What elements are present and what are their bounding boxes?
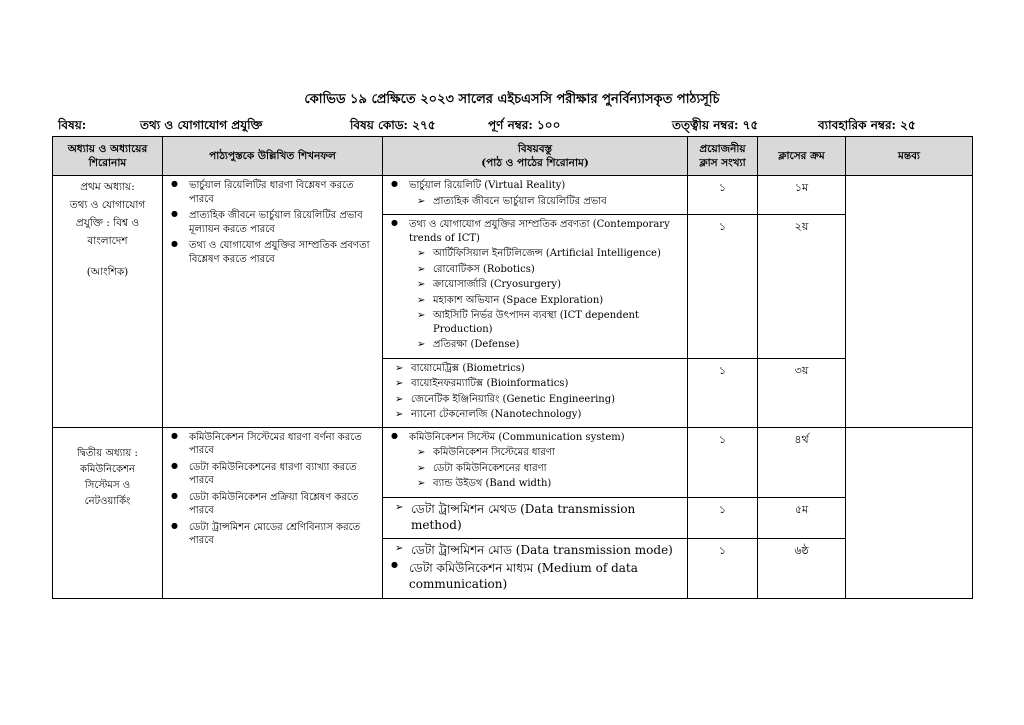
practical-marks: ব্যাবহারিক নম্বর: ২৫: [818, 118, 916, 132]
list-item: ➢ বায়োইনফরম্যাটিক্স (Bioinformatics): [387, 377, 683, 391]
remarks-cell: [846, 176, 973, 428]
syllabus-table: [52, 136, 973, 599]
list-item: ● কমিউনিকেশন সিস্টেম (Communication system) ➢ কমিউনিকেশন সিস্টেমের ধারণা ➢ ডেটা কমিউনিকেশনের ধারণা ➢ ব্যান্ড উইডথ (Band width): [387, 431, 683, 491]
header-outcomes: পাঠ্যপুস্তকে উল্লিখিত শিখনফল: [163, 137, 383, 176]
subject-info-row: [58, 117, 938, 135]
full-marks: পূর্ণ নম্বর: ১০০: [488, 118, 561, 132]
classes-cell: ১: [688, 497, 758, 538]
table-row: [53, 176, 973, 215]
list-item: ● ডেটা ট্রান্সমিশন মোডের শ্রেণিবিন্যাস করতে পারবে: [167, 521, 378, 548]
list-item: ● ভার্চুয়াল রিয়েলিটির ধারণা বিশ্লেষণ করতে পারবে: [167, 179, 378, 206]
list-item: ➢ জেনেটিক ইঞ্জিনিয়ারিং (Genetic Engineering): [387, 393, 683, 407]
list-item: ➢ ন্যানো টেকনোলজি (Nanotechnology): [387, 408, 683, 422]
order-cell: ৬ষ্ঠ: [758, 538, 846, 599]
header-content: বিষয়বস্তু (পাঠ ও পাঠের শিরোনাম): [383, 137, 688, 176]
table-header-row: [53, 137, 973, 176]
list-item: ● ডেটা কমিউনিকেশন প্রক্রিয়া বিশ্লেষণ করতে পারবে: [167, 491, 378, 518]
list-item: ➢ মহাকাশ অভিযান (Space Exploration): [409, 294, 683, 308]
subject-label: বিষয়:: [58, 118, 87, 132]
order-cell: ৪র্থ: [758, 427, 846, 497]
order-cell: ২য়: [758, 215, 846, 359]
order-cell: ৫ম: [758, 497, 846, 538]
list-item: ➢ ক্রায়োসার্জারি (Cryosurgery): [409, 278, 683, 292]
classes-cell: ১: [688, 538, 758, 599]
subject-name: তথ্য ও যোগাযোগ প্রযুক্তি: [140, 118, 263, 132]
header-order: ক্লাসের ক্রম: [758, 137, 846, 176]
list-item: ● ডেটা কমিউনিকেশন মাধ্যম (Medium of data communication): [387, 560, 683, 592]
content-cell: [383, 215, 688, 359]
chapter1-title: প্রথম অধ্যায়: তথ্য ও যোগাযোগ প্রযুক্তি : বিশ্ব ও বাংলাদেশ (আংশিক): [53, 176, 163, 428]
classes-cell: ১: [688, 427, 758, 497]
list-item: ● কমিউনিকেশন সিস্টেমের ধারণা বর্ণনা করতে পারবে: [167, 431, 378, 458]
list-item: ● তথ্য ও যোগাযোগ প্রযুক্তির সাম্প্রতিক প্রবণতা (Contemporary trends of ICT) ➢ আর্টিফিসিয়াল ইনটিলিজেন্স (Artificial Intelligence) ➢ রোবোটিকস (Robotics) ➢ ক্রায়োসার্জারি (Cryosurgery) ➢ মহাকাশ অভিযান (Space Exploration) ➢ আইসিটি নির্ভর উৎপাদন ব্যবস্থা (ICT dependent Production) ➢ প্রতিরক্ষা (Defense): [387, 218, 683, 352]
list-item: ➢ ডেটা ট্রান্সমিশন মোড (Data transmission mode): [387, 542, 683, 558]
list-item: ● প্রাত্যহিক জীবনে ভার্চুয়াল রিয়েলিটির প্রভাব মূল্যায়ন করতে পারবে: [167, 209, 378, 236]
order-cell: ৩য়: [758, 358, 846, 427]
list-item: ➢ আইসিটি নির্ভর উৎপাদন ব্যবস্থা (ICT dependent Production): [409, 309, 683, 336]
list-item: ➢ ডেটা ট্রান্সমিশন মেথড (Data transmission method): [387, 501, 683, 533]
list-item: ➢ ডেটা কমিউনিকেশনের ধারণা: [409, 462, 683, 476]
list-item: ➢ প্রাত্যহিক জীবনে ভার্চুয়াল রিয়েলিটির প্রভাব: [409, 195, 683, 209]
chapter1-outcomes: [163, 176, 383, 428]
list-item: ➢ প্রতিরক্ষা (Defense): [409, 338, 683, 352]
page-title: কোভিড ১৯ প্রেক্ষিতে ২০২৩ সালের এইচএসসি পরীক্ষার পুনর্বিন্যাসকৃত পাঠ্যসূচি: [304, 92, 720, 107]
header-chapter: অধ্যায় ও অধ্যায়ের শিরোনাম: [53, 137, 163, 176]
subject-code: বিষয় কোড: ২৭৫: [350, 118, 436, 132]
list-item: ● তথ্য ও যোগাযোগ প্রযুক্তির সাম্প্রতিক প্রবণতা বিশ্লেষণ করতে পারবে: [167, 239, 378, 266]
list-item: ➢ কমিউনিকেশন সিস্টেমের ধারণা: [409, 446, 683, 460]
content-cell: [383, 358, 688, 427]
chapter2-title: দ্বিতীয় অধ্যায় : কমিউনিকেশন সিস্টেমস ও নেটওয়ার্কিং: [53, 427, 163, 599]
classes-cell: ১: [688, 358, 758, 427]
remarks-cell: [846, 427, 973, 599]
content-cell: [383, 538, 688, 599]
theory-marks: তত্ত্বীয় নম্বর: ৭৫: [672, 118, 759, 132]
classes-cell: ১: [688, 215, 758, 359]
list-item: ➢ বায়োমেট্রিক্স (Biometrics): [387, 362, 683, 376]
list-item: ● ভার্চুয়াল রিয়েলিটি (Virtual Reality) ➢ প্রাত্যহিক জীবনে ভার্চুয়াল রিয়েলিটির প্রভাব: [387, 179, 683, 208]
list-item: ➢ ব্যান্ড উইডথ (Band width): [409, 477, 683, 491]
list-item: ● ডেটা কমিউনিকেশনের ধারণা ব্যাখ্যা করতে পারবে: [167, 461, 378, 488]
content-cell: [383, 427, 688, 497]
chapter2-outcomes: [163, 427, 383, 599]
header-remarks: মন্তব্য: [846, 137, 973, 176]
table-row: [53, 427, 973, 497]
content-cell: [383, 176, 688, 215]
list-item: ➢ আর্টিফিসিয়াল ইনটিলিজেন্স (Artificial Intelligence): [409, 247, 683, 261]
order-cell: ১ম: [758, 176, 846, 215]
content-cell: [383, 497, 688, 538]
header-classes: প্রয়োজনীয় ক্লাস সংখ্যা: [688, 137, 758, 176]
list-item: ➢ রোবোটিকস (Robotics): [409, 263, 683, 277]
classes-cell: ১: [688, 176, 758, 215]
